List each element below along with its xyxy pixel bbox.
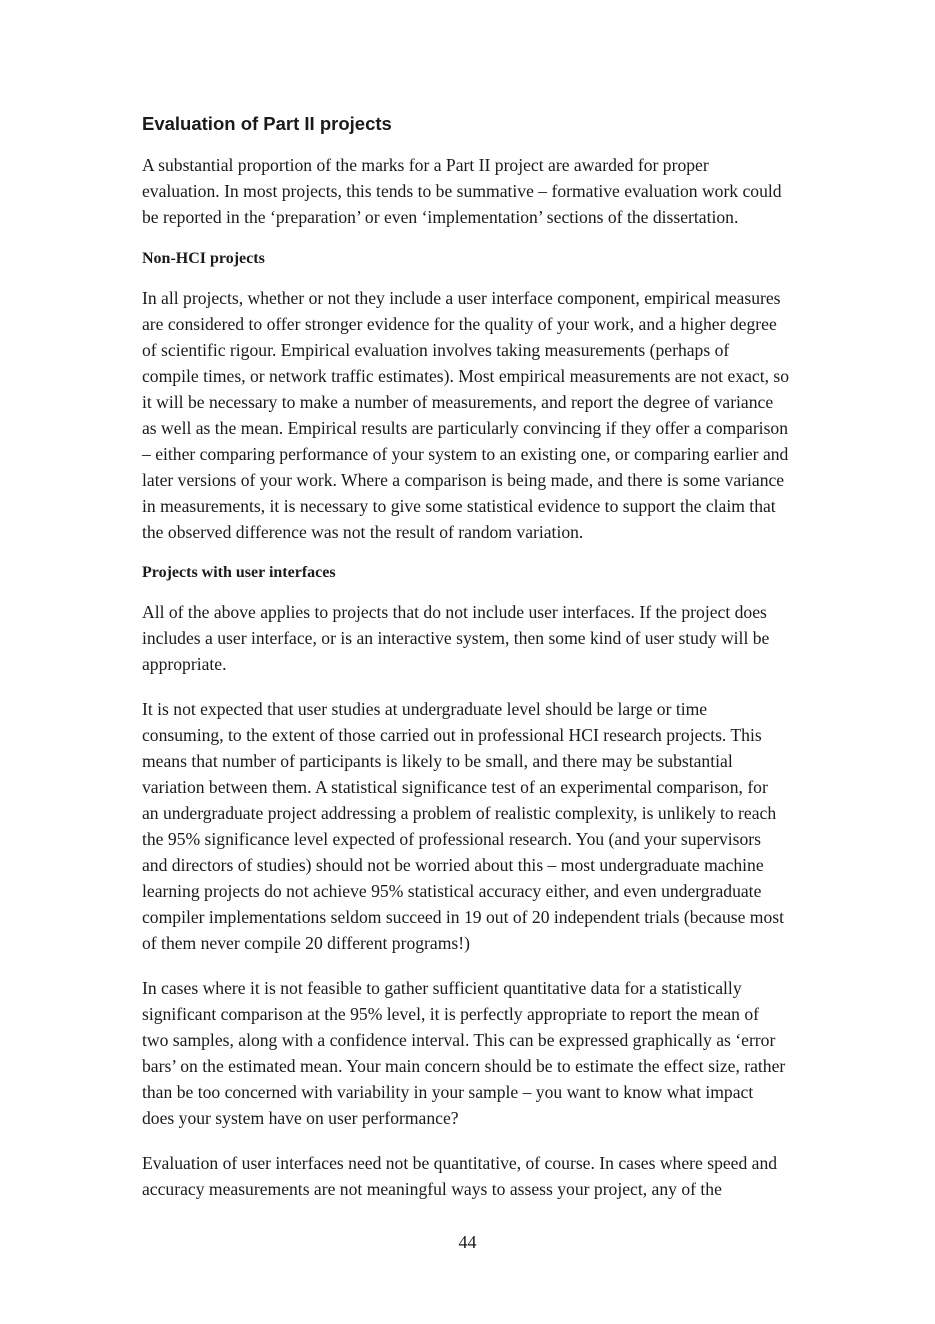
user-interfaces-paragraph-3 (142, 975, 842, 1131)
text-line: later versions of your work. Where a comparison is being made, and there is some variance (142, 470, 785, 490)
text-line: – either comparing performance of your system to an existing one, or comparing earlier and (142, 444, 789, 464)
text-line: in measurements, it is necessary to give some statistical evidence to support the claim that (142, 496, 776, 516)
text-line: bars’ on the estimated mean. Your main concern should be to estimate the effect size, rather (142, 1056, 786, 1076)
text-line: significant comparison at the 95% level, it is perfectly appropriate to report the mean of (142, 1004, 760, 1024)
text-line: All of the above applies to projects that do not include user interfaces. If the project does (142, 602, 767, 622)
text-line: does your system have on user performance? (142, 1108, 459, 1128)
section-heading: Evaluation of Part II projects (142, 113, 392, 134)
text-line: the 95% significance level expected of professional research. You (and your supervisors (142, 829, 762, 849)
text-line: the observed difference was not the result of random variation. (142, 522, 584, 542)
text-line: compile times, or network traffic estimates). Most empirical measurements are not exact, so (142, 366, 790, 386)
text-line: In all projects, whether or not they include a user interface component, empirical measures (142, 288, 781, 308)
intro-paragraph (142, 152, 842, 230)
text-line: be reported in the ‘preparation’ or even ‘implementation’ sections of the dissertation. (142, 207, 739, 227)
text-line: of scientific rigour. Empirical evaluation involves taking measurements (perhaps of (142, 340, 730, 360)
text-line: are considered to offer stronger evidence for the quality of your work, and a higher degree (142, 314, 777, 334)
text-line: consuming, to the extent of those carried out in professional HCI research projects. This (142, 725, 762, 745)
text-line: an undergraduate project addressing a problem of realistic complexity, is unlikely to reach (142, 803, 777, 823)
user-interfaces-heading: Projects with user interfaces (142, 564, 336, 581)
text-line: compiler implementations seldom succeed in 19 out of 20 independent trials (because most (142, 907, 785, 927)
text-line: as well as the mean. Empirical results are particularly convincing if they offer a comparison (142, 418, 789, 438)
text-line: and directors of studies) should not be worried about this – most undergraduate machine (142, 855, 764, 875)
text-line: means that number of participants is likely to be small, and there may be substantial (142, 751, 733, 771)
non-hci-paragraph (142, 285, 842, 545)
text-line: than be too concerned with variability in your sample – you want to know what impact (142, 1082, 754, 1102)
text-line: includes a user interface, or is an interactive system, then some kind of user study will be (142, 628, 770, 648)
text-line: accuracy measurements are not meaningful ways to assess your project, any of the (142, 1179, 722, 1199)
user-interfaces-paragraph-4 (142, 1150, 842, 1202)
text-line: In cases where it is not feasible to gather sufficient quantitative data for a statistically (142, 978, 742, 998)
text-line: it will be necessary to make a number of measurements, and report the degree of variance (142, 392, 774, 412)
non-hci-heading: Non-HCI projects (142, 250, 265, 267)
text-line: appropriate. (142, 654, 227, 674)
text-line: evaluation. In most projects, this tends to be summative – formative evaluation work could (142, 181, 782, 201)
text-line: It is not expected that user studies at undergraduate level should be large or time (142, 699, 708, 719)
text-line: of them never compile 20 different programs!) (142, 933, 470, 953)
user-interfaces-paragraph-1 (142, 599, 842, 677)
text-line: learning projects do not achieve 95% statistical accuracy either, and even undergraduate (142, 881, 762, 901)
text-line: variation between them. A statistical significance test of an experimental comparison, for (142, 777, 768, 797)
user-interfaces-paragraph-2 (142, 696, 842, 956)
page-number: 44 (458, 1232, 477, 1252)
text-line: Evaluation of user interfaces need not be quantitative, of course. In cases where speed and (142, 1153, 778, 1173)
text-line: A substantial proportion of the marks for a Part II project are awarded for proper (142, 155, 709, 175)
text-line: two samples, along with a confidence interval. This can be expressed graphically as ‘error (142, 1030, 776, 1050)
